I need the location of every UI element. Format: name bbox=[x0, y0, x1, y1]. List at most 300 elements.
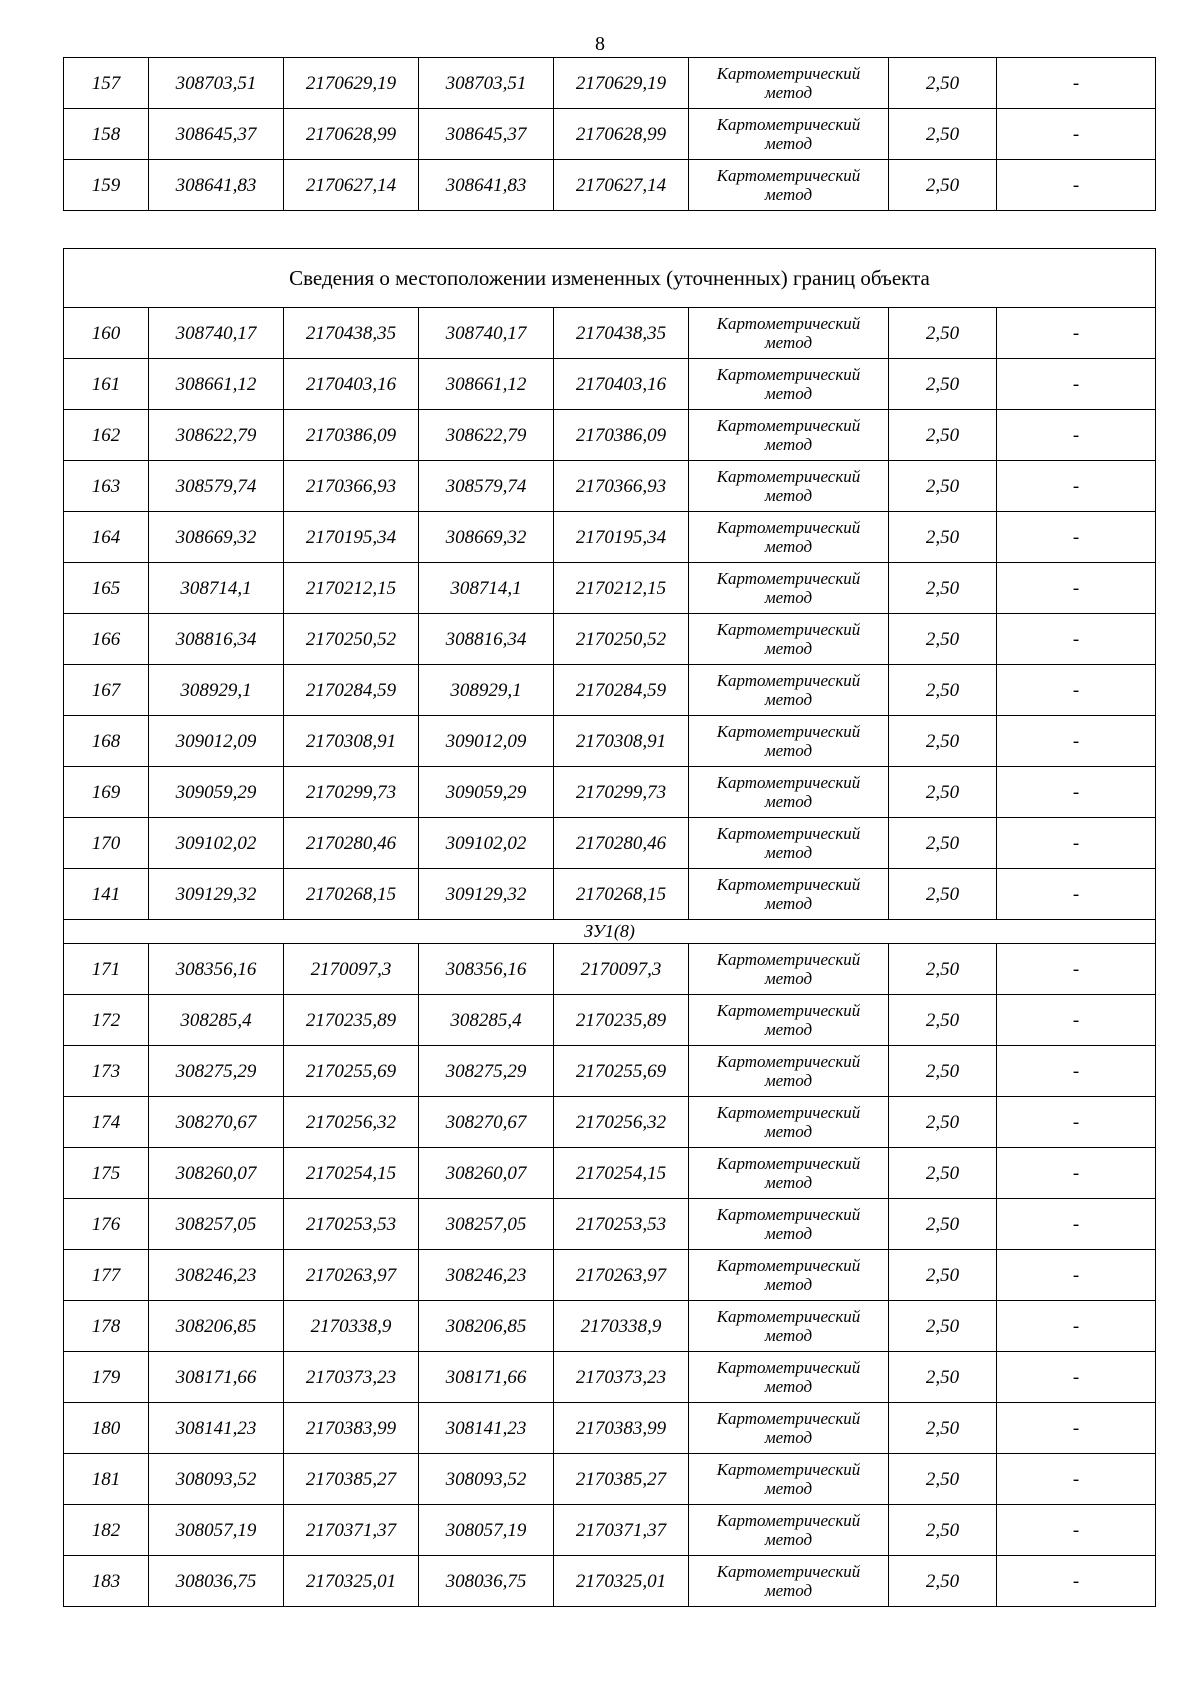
existing-x-cell: 308740,17 bbox=[149, 308, 284, 359]
refined-y-cell: 2170383,99 bbox=[554, 1403, 689, 1454]
point-number-cell: 181 bbox=[64, 1454, 149, 1505]
existing-x-cell: 308645,37 bbox=[149, 109, 284, 160]
existing-y-cell: 2170250,52 bbox=[284, 614, 419, 665]
method-line-2: метод bbox=[764, 1071, 813, 1090]
refined-x-cell: 308622,79 bbox=[419, 410, 554, 461]
table-row bbox=[64, 461, 1156, 512]
point-number-cell: 164 bbox=[64, 512, 149, 563]
existing-x-cell: 308356,16 bbox=[149, 944, 284, 995]
existing-y-cell: 2170373,23 bbox=[284, 1352, 419, 1403]
refined-y-cell: 2170250,52 bbox=[554, 614, 689, 665]
table-row bbox=[64, 1454, 1156, 1505]
method-line-2: метод bbox=[764, 690, 813, 709]
table-row bbox=[64, 359, 1156, 410]
method-line-2: метод bbox=[764, 894, 813, 913]
point-number-cell: 172 bbox=[64, 995, 149, 1046]
section2-body bbox=[64, 944, 1156, 1607]
method-line-1: Картометрический bbox=[716, 773, 861, 792]
precision-cell: 2,50 bbox=[889, 1556, 997, 1607]
refined-x-cell: 309129,32 bbox=[419, 869, 554, 920]
table-row bbox=[64, 614, 1156, 665]
precision-cell: 2,50 bbox=[889, 1199, 997, 1250]
point-number-cell: 175 bbox=[64, 1148, 149, 1199]
method-cell bbox=[689, 1556, 889, 1607]
point-number-cell: 177 bbox=[64, 1250, 149, 1301]
coordinates-table-top bbox=[63, 57, 1156, 211]
method-line-2: метод bbox=[764, 435, 813, 454]
note-cell: - bbox=[997, 1301, 1156, 1352]
precision-cell: 2,50 bbox=[889, 995, 997, 1046]
existing-y-cell: 2170325,01 bbox=[284, 1556, 419, 1607]
method-line-2: метод bbox=[764, 1530, 813, 1549]
existing-x-cell: 308816,34 bbox=[149, 614, 284, 665]
refined-y-cell: 2170256,32 bbox=[554, 1097, 689, 1148]
method-cell bbox=[689, 995, 889, 1046]
precision-cell: 2,50 bbox=[889, 665, 997, 716]
method-cell bbox=[689, 1454, 889, 1505]
refined-x-cell: 308246,23 bbox=[419, 1250, 554, 1301]
refined-y-cell: 2170299,73 bbox=[554, 767, 689, 818]
note-cell: - bbox=[997, 563, 1156, 614]
method-cell bbox=[689, 869, 889, 920]
precision-cell: 2,50 bbox=[889, 818, 997, 869]
point-number-cell: 157 bbox=[64, 58, 149, 109]
method-cell bbox=[689, 944, 889, 995]
method-line-2: метод bbox=[764, 537, 813, 556]
refined-x-cell: 308740,17 bbox=[419, 308, 554, 359]
note-cell: - bbox=[997, 1097, 1156, 1148]
refined-x-cell: 308641,83 bbox=[419, 160, 554, 211]
method-line-2: метод bbox=[764, 792, 813, 811]
precision-cell: 2,50 bbox=[889, 461, 997, 512]
method-line-2: метод bbox=[764, 1428, 813, 1447]
method-cell bbox=[689, 410, 889, 461]
point-number-cell: 180 bbox=[64, 1403, 149, 1454]
method-line-2: метод bbox=[764, 185, 813, 204]
existing-y-cell: 2170371,37 bbox=[284, 1505, 419, 1556]
existing-y-cell: 2170284,59 bbox=[284, 665, 419, 716]
method-line-2: метод bbox=[764, 333, 813, 352]
method-line-1: Картометрический bbox=[716, 518, 861, 537]
point-number-cell: 171 bbox=[64, 944, 149, 995]
table-row bbox=[64, 563, 1156, 614]
note-cell: - bbox=[997, 665, 1156, 716]
refined-x-cell: 308257,05 bbox=[419, 1199, 554, 1250]
note-cell: - bbox=[997, 614, 1156, 665]
method-line-2: метод bbox=[764, 486, 813, 505]
method-cell bbox=[689, 308, 889, 359]
table-heading: Сведения о местоположении измененных (уточненных) границ объекта bbox=[64, 249, 1156, 308]
method-cell bbox=[689, 1301, 889, 1352]
method-line-2: метод bbox=[764, 588, 813, 607]
main-table-body bbox=[64, 249, 1156, 308]
method-cell bbox=[689, 665, 889, 716]
note-cell: - bbox=[997, 1454, 1156, 1505]
method-line-2: метод bbox=[764, 1122, 813, 1141]
table-row bbox=[64, 1301, 1156, 1352]
method-line-1: Картометрический bbox=[716, 950, 861, 969]
refined-x-cell: 308661,12 bbox=[419, 359, 554, 410]
method-line-2: метод bbox=[764, 1377, 813, 1396]
precision-cell: 2,50 bbox=[889, 614, 997, 665]
method-line-1: Картометрический bbox=[716, 416, 861, 435]
table-row bbox=[64, 665, 1156, 716]
method-line-1: Картометрический bbox=[716, 824, 861, 843]
note-cell: - bbox=[997, 1148, 1156, 1199]
note-cell: - bbox=[997, 995, 1156, 1046]
table-row bbox=[64, 1148, 1156, 1199]
precision-cell: 2,50 bbox=[889, 1352, 997, 1403]
refined-x-cell: 308929,1 bbox=[419, 665, 554, 716]
note-cell: - bbox=[997, 767, 1156, 818]
precision-cell: 2,50 bbox=[889, 1250, 997, 1301]
note-cell: - bbox=[997, 512, 1156, 563]
note-cell: - bbox=[997, 58, 1156, 109]
note-cell: - bbox=[997, 1250, 1156, 1301]
existing-x-cell: 308622,79 bbox=[149, 410, 284, 461]
method-cell bbox=[689, 109, 889, 160]
existing-y-cell: 2170629,19 bbox=[284, 58, 419, 109]
point-number-cell: 160 bbox=[64, 308, 149, 359]
note-cell: - bbox=[997, 359, 1156, 410]
existing-y-cell: 2170386,09 bbox=[284, 410, 419, 461]
existing-x-cell: 308036,75 bbox=[149, 1556, 284, 1607]
refined-y-cell: 2170628,99 bbox=[554, 109, 689, 160]
refined-y-cell: 2170338,9 bbox=[554, 1301, 689, 1352]
existing-x-cell: 309012,09 bbox=[149, 716, 284, 767]
precision-cell: 2,50 bbox=[889, 944, 997, 995]
note-cell: - bbox=[997, 818, 1156, 869]
method-cell bbox=[689, 359, 889, 410]
refined-y-cell: 2170373,23 bbox=[554, 1352, 689, 1403]
point-number-cell: 173 bbox=[64, 1046, 149, 1097]
method-line-1: Картометрический bbox=[716, 671, 861, 690]
table-row bbox=[64, 1199, 1156, 1250]
method-line-1: Картометрический bbox=[716, 1256, 861, 1275]
refined-x-cell: 308816,34 bbox=[419, 614, 554, 665]
point-number-cell: 166 bbox=[64, 614, 149, 665]
existing-y-cell: 2170403,16 bbox=[284, 359, 419, 410]
note-cell: - bbox=[997, 461, 1156, 512]
note-cell: - bbox=[997, 1352, 1156, 1403]
refined-x-cell: 308093,52 bbox=[419, 1454, 554, 1505]
refined-x-cell: 308141,23 bbox=[419, 1403, 554, 1454]
existing-x-cell: 308714,1 bbox=[149, 563, 284, 614]
method-cell bbox=[689, 1097, 889, 1148]
method-line-2: метод bbox=[764, 1224, 813, 1243]
note-cell: - bbox=[997, 410, 1156, 461]
refined-x-cell: 308260,07 bbox=[419, 1148, 554, 1199]
existing-y-cell: 2170383,99 bbox=[284, 1403, 419, 1454]
refined-x-cell: 308171,66 bbox=[419, 1352, 554, 1403]
method-cell bbox=[689, 1148, 889, 1199]
precision-cell: 2,50 bbox=[889, 109, 997, 160]
method-line-1: Картометрический bbox=[716, 1205, 861, 1224]
existing-x-cell: 308171,66 bbox=[149, 1352, 284, 1403]
refined-y-cell: 2170263,97 bbox=[554, 1250, 689, 1301]
existing-x-cell: 308093,52 bbox=[149, 1454, 284, 1505]
refined-y-cell: 2170325,01 bbox=[554, 1556, 689, 1607]
section-label: ЗУ1(8) bbox=[64, 920, 1156, 944]
refined-x-cell: 308036,75 bbox=[419, 1556, 554, 1607]
refined-y-cell: 2170235,89 bbox=[554, 995, 689, 1046]
refined-x-cell: 308275,29 bbox=[419, 1046, 554, 1097]
method-line-1: Картометрический bbox=[716, 1409, 861, 1428]
refined-y-cell: 2170268,15 bbox=[554, 869, 689, 920]
precision-cell: 2,50 bbox=[889, 563, 997, 614]
refined-y-cell: 2170195,34 bbox=[554, 512, 689, 563]
existing-y-cell: 2170338,9 bbox=[284, 1301, 419, 1352]
refined-x-cell: 308669,32 bbox=[419, 512, 554, 563]
method-line-1: Картометрический bbox=[716, 115, 861, 134]
refined-y-cell: 2170212,15 bbox=[554, 563, 689, 614]
existing-y-cell: 2170438,35 bbox=[284, 308, 419, 359]
method-line-2: метод bbox=[764, 1581, 813, 1600]
precision-cell: 2,50 bbox=[889, 359, 997, 410]
section-label-row bbox=[64, 920, 1156, 944]
refined-x-cell: 309059,29 bbox=[419, 767, 554, 818]
point-number-cell: 176 bbox=[64, 1199, 149, 1250]
method-cell bbox=[689, 461, 889, 512]
table-row bbox=[64, 109, 1156, 160]
existing-x-cell: 308057,19 bbox=[149, 1505, 284, 1556]
precision-cell: 2,50 bbox=[889, 767, 997, 818]
existing-y-cell: 2170235,89 bbox=[284, 995, 419, 1046]
method-cell bbox=[689, 614, 889, 665]
note-cell: - bbox=[997, 1403, 1156, 1454]
existing-x-cell: 308260,07 bbox=[149, 1148, 284, 1199]
section1-body bbox=[64, 308, 1156, 920]
method-cell bbox=[689, 1352, 889, 1403]
existing-x-cell: 309102,02 bbox=[149, 818, 284, 869]
table-row bbox=[64, 767, 1156, 818]
existing-x-cell: 308579,74 bbox=[149, 461, 284, 512]
note-cell: - bbox=[997, 1505, 1156, 1556]
note-cell: - bbox=[997, 869, 1156, 920]
table-row bbox=[64, 1505, 1156, 1556]
table-row bbox=[64, 512, 1156, 563]
method-line-1: Картометрический bbox=[716, 722, 861, 741]
method-cell bbox=[689, 716, 889, 767]
method-line-1: Картометрический bbox=[716, 875, 861, 894]
table-row bbox=[64, 995, 1156, 1046]
point-number-cell: 167 bbox=[64, 665, 149, 716]
method-line-2: метод bbox=[764, 843, 813, 862]
existing-y-cell: 2170097,3 bbox=[284, 944, 419, 995]
method-cell bbox=[689, 160, 889, 211]
note-cell: - bbox=[997, 160, 1156, 211]
existing-x-cell: 308275,29 bbox=[149, 1046, 284, 1097]
method-cell bbox=[689, 818, 889, 869]
existing-y-cell: 2170308,91 bbox=[284, 716, 419, 767]
method-cell bbox=[689, 58, 889, 109]
method-line-1: Картометрический bbox=[716, 1001, 861, 1020]
existing-x-cell: 308929,1 bbox=[149, 665, 284, 716]
precision-cell: 2,50 bbox=[889, 1505, 997, 1556]
refined-y-cell: 2170438,35 bbox=[554, 308, 689, 359]
precision-cell: 2,50 bbox=[889, 1148, 997, 1199]
refined-y-cell: 2170627,14 bbox=[554, 160, 689, 211]
table-row bbox=[64, 1352, 1156, 1403]
table-row bbox=[64, 1097, 1156, 1148]
refined-x-cell: 309102,02 bbox=[419, 818, 554, 869]
refined-y-cell: 2170371,37 bbox=[554, 1505, 689, 1556]
refined-x-cell: 308579,74 bbox=[419, 461, 554, 512]
method-cell bbox=[689, 512, 889, 563]
top-table-body bbox=[64, 58, 1156, 211]
precision-cell: 2,50 bbox=[889, 410, 997, 461]
table-row bbox=[64, 944, 1156, 995]
existing-y-cell: 2170256,32 bbox=[284, 1097, 419, 1148]
existing-x-cell: 308669,32 bbox=[149, 512, 284, 563]
method-line-2: метод bbox=[764, 134, 813, 153]
refined-x-cell: 309012,09 bbox=[419, 716, 554, 767]
point-number-cell: 162 bbox=[64, 410, 149, 461]
existing-x-cell: 308246,23 bbox=[149, 1250, 284, 1301]
precision-cell: 2,50 bbox=[889, 1097, 997, 1148]
existing-x-cell: 309059,29 bbox=[149, 767, 284, 818]
coordinates-table-main bbox=[63, 248, 1156, 1607]
method-line-1: Картометрический bbox=[716, 1103, 861, 1122]
precision-cell: 2,50 bbox=[889, 1403, 997, 1454]
existing-x-cell: 308141,23 bbox=[149, 1403, 284, 1454]
existing-x-cell: 308703,51 bbox=[149, 58, 284, 109]
table-row bbox=[64, 58, 1156, 109]
table-row bbox=[64, 1046, 1156, 1097]
table-row bbox=[64, 716, 1156, 767]
table-row bbox=[64, 818, 1156, 869]
refined-y-cell: 2170629,19 bbox=[554, 58, 689, 109]
point-number-cell: 183 bbox=[64, 1556, 149, 1607]
precision-cell: 2,50 bbox=[889, 160, 997, 211]
precision-cell: 2,50 bbox=[889, 512, 997, 563]
method-cell bbox=[689, 1250, 889, 1301]
method-cell bbox=[689, 563, 889, 614]
table-row bbox=[64, 308, 1156, 359]
method-line-2: метод bbox=[764, 83, 813, 102]
existing-x-cell: 308257,05 bbox=[149, 1199, 284, 1250]
table-row bbox=[64, 1250, 1156, 1301]
precision-cell: 2,50 bbox=[889, 308, 997, 359]
point-number-cell: 141 bbox=[64, 869, 149, 920]
existing-x-cell: 309129,32 bbox=[149, 869, 284, 920]
table-row bbox=[64, 1403, 1156, 1454]
refined-y-cell: 2170284,59 bbox=[554, 665, 689, 716]
existing-y-cell: 2170255,69 bbox=[284, 1046, 419, 1097]
precision-cell: 2,50 bbox=[889, 58, 997, 109]
point-number-cell: 178 bbox=[64, 1301, 149, 1352]
method-cell bbox=[689, 1199, 889, 1250]
method-line-1: Картометрический bbox=[716, 64, 861, 83]
note-cell: - bbox=[997, 308, 1156, 359]
precision-cell: 2,50 bbox=[889, 1454, 997, 1505]
existing-y-cell: 2170212,15 bbox=[284, 563, 419, 614]
table-row bbox=[64, 869, 1156, 920]
method-line-1: Картометрический bbox=[716, 569, 861, 588]
existing-y-cell: 2170268,15 bbox=[284, 869, 419, 920]
page-number: 8 bbox=[595, 33, 605, 55]
precision-cell: 2,50 bbox=[889, 1301, 997, 1352]
method-line-1: Картометрический bbox=[716, 314, 861, 333]
existing-y-cell: 2170299,73 bbox=[284, 767, 419, 818]
method-line-2: метод bbox=[764, 741, 813, 760]
point-number-cell: 159 bbox=[64, 160, 149, 211]
point-number-cell: 170 bbox=[64, 818, 149, 869]
existing-y-cell: 2170366,93 bbox=[284, 461, 419, 512]
existing-y-cell: 2170385,27 bbox=[284, 1454, 419, 1505]
refined-x-cell: 308270,67 bbox=[419, 1097, 554, 1148]
section2-label-body bbox=[64, 920, 1156, 944]
method-line-1: Картометрический bbox=[716, 1154, 861, 1173]
method-line-1: Картометрический bbox=[716, 467, 861, 486]
method-cell bbox=[689, 1046, 889, 1097]
refined-x-cell: 308645,37 bbox=[419, 109, 554, 160]
note-cell: - bbox=[997, 1556, 1156, 1607]
refined-x-cell: 308206,85 bbox=[419, 1301, 554, 1352]
point-number-cell: 179 bbox=[64, 1352, 149, 1403]
refined-x-cell: 308356,16 bbox=[419, 944, 554, 995]
point-number-cell: 161 bbox=[64, 359, 149, 410]
refined-y-cell: 2170253,53 bbox=[554, 1199, 689, 1250]
precision-cell: 2,50 bbox=[889, 716, 997, 767]
method-line-2: метод bbox=[764, 1020, 813, 1039]
existing-y-cell: 2170253,53 bbox=[284, 1199, 419, 1250]
method-line-1: Картометрический bbox=[716, 1460, 861, 1479]
refined-x-cell: 308703,51 bbox=[419, 58, 554, 109]
existing-x-cell: 308641,83 bbox=[149, 160, 284, 211]
refined-y-cell: 2170308,91 bbox=[554, 716, 689, 767]
refined-x-cell: 308057,19 bbox=[419, 1505, 554, 1556]
point-number-cell: 163 bbox=[64, 461, 149, 512]
refined-y-cell: 2170097,3 bbox=[554, 944, 689, 995]
point-number-cell: 182 bbox=[64, 1505, 149, 1556]
existing-y-cell: 2170280,46 bbox=[284, 818, 419, 869]
existing-x-cell: 308270,67 bbox=[149, 1097, 284, 1148]
method-line-2: метод bbox=[764, 639, 813, 658]
method-line-1: Картометрический bbox=[716, 1358, 861, 1377]
note-cell: - bbox=[997, 716, 1156, 767]
point-number-cell: 168 bbox=[64, 716, 149, 767]
precision-cell: 2,50 bbox=[889, 1046, 997, 1097]
note-cell: - bbox=[997, 109, 1156, 160]
method-line-2: метод bbox=[764, 1326, 813, 1345]
method-line-2: метод bbox=[764, 1275, 813, 1294]
refined-y-cell: 2170386,09 bbox=[554, 410, 689, 461]
note-cell: - bbox=[997, 944, 1156, 995]
existing-y-cell: 2170627,14 bbox=[284, 160, 419, 211]
method-line-1: Картометрический bbox=[716, 365, 861, 384]
point-number-cell: 169 bbox=[64, 767, 149, 818]
method-line-1: Картометрический bbox=[716, 1562, 861, 1581]
note-cell: - bbox=[997, 1046, 1156, 1097]
point-number-cell: 174 bbox=[64, 1097, 149, 1148]
method-line-1: Картометрический bbox=[716, 620, 861, 639]
refined-y-cell: 2170255,69 bbox=[554, 1046, 689, 1097]
method-line-2: метод bbox=[764, 384, 813, 403]
existing-y-cell: 2170195,34 bbox=[284, 512, 419, 563]
existing-x-cell: 308661,12 bbox=[149, 359, 284, 410]
refined-y-cell: 2170254,15 bbox=[554, 1148, 689, 1199]
method-line-1: Картометрический bbox=[716, 1307, 861, 1326]
refined-y-cell: 2170280,46 bbox=[554, 818, 689, 869]
existing-x-cell: 308285,4 bbox=[149, 995, 284, 1046]
method-line-2: метод bbox=[764, 1479, 813, 1498]
refined-y-cell: 2170366,93 bbox=[554, 461, 689, 512]
note-cell: - bbox=[997, 1199, 1156, 1250]
existing-y-cell: 2170628,99 bbox=[284, 109, 419, 160]
method-cell bbox=[689, 1505, 889, 1556]
refined-y-cell: 2170385,27 bbox=[554, 1454, 689, 1505]
